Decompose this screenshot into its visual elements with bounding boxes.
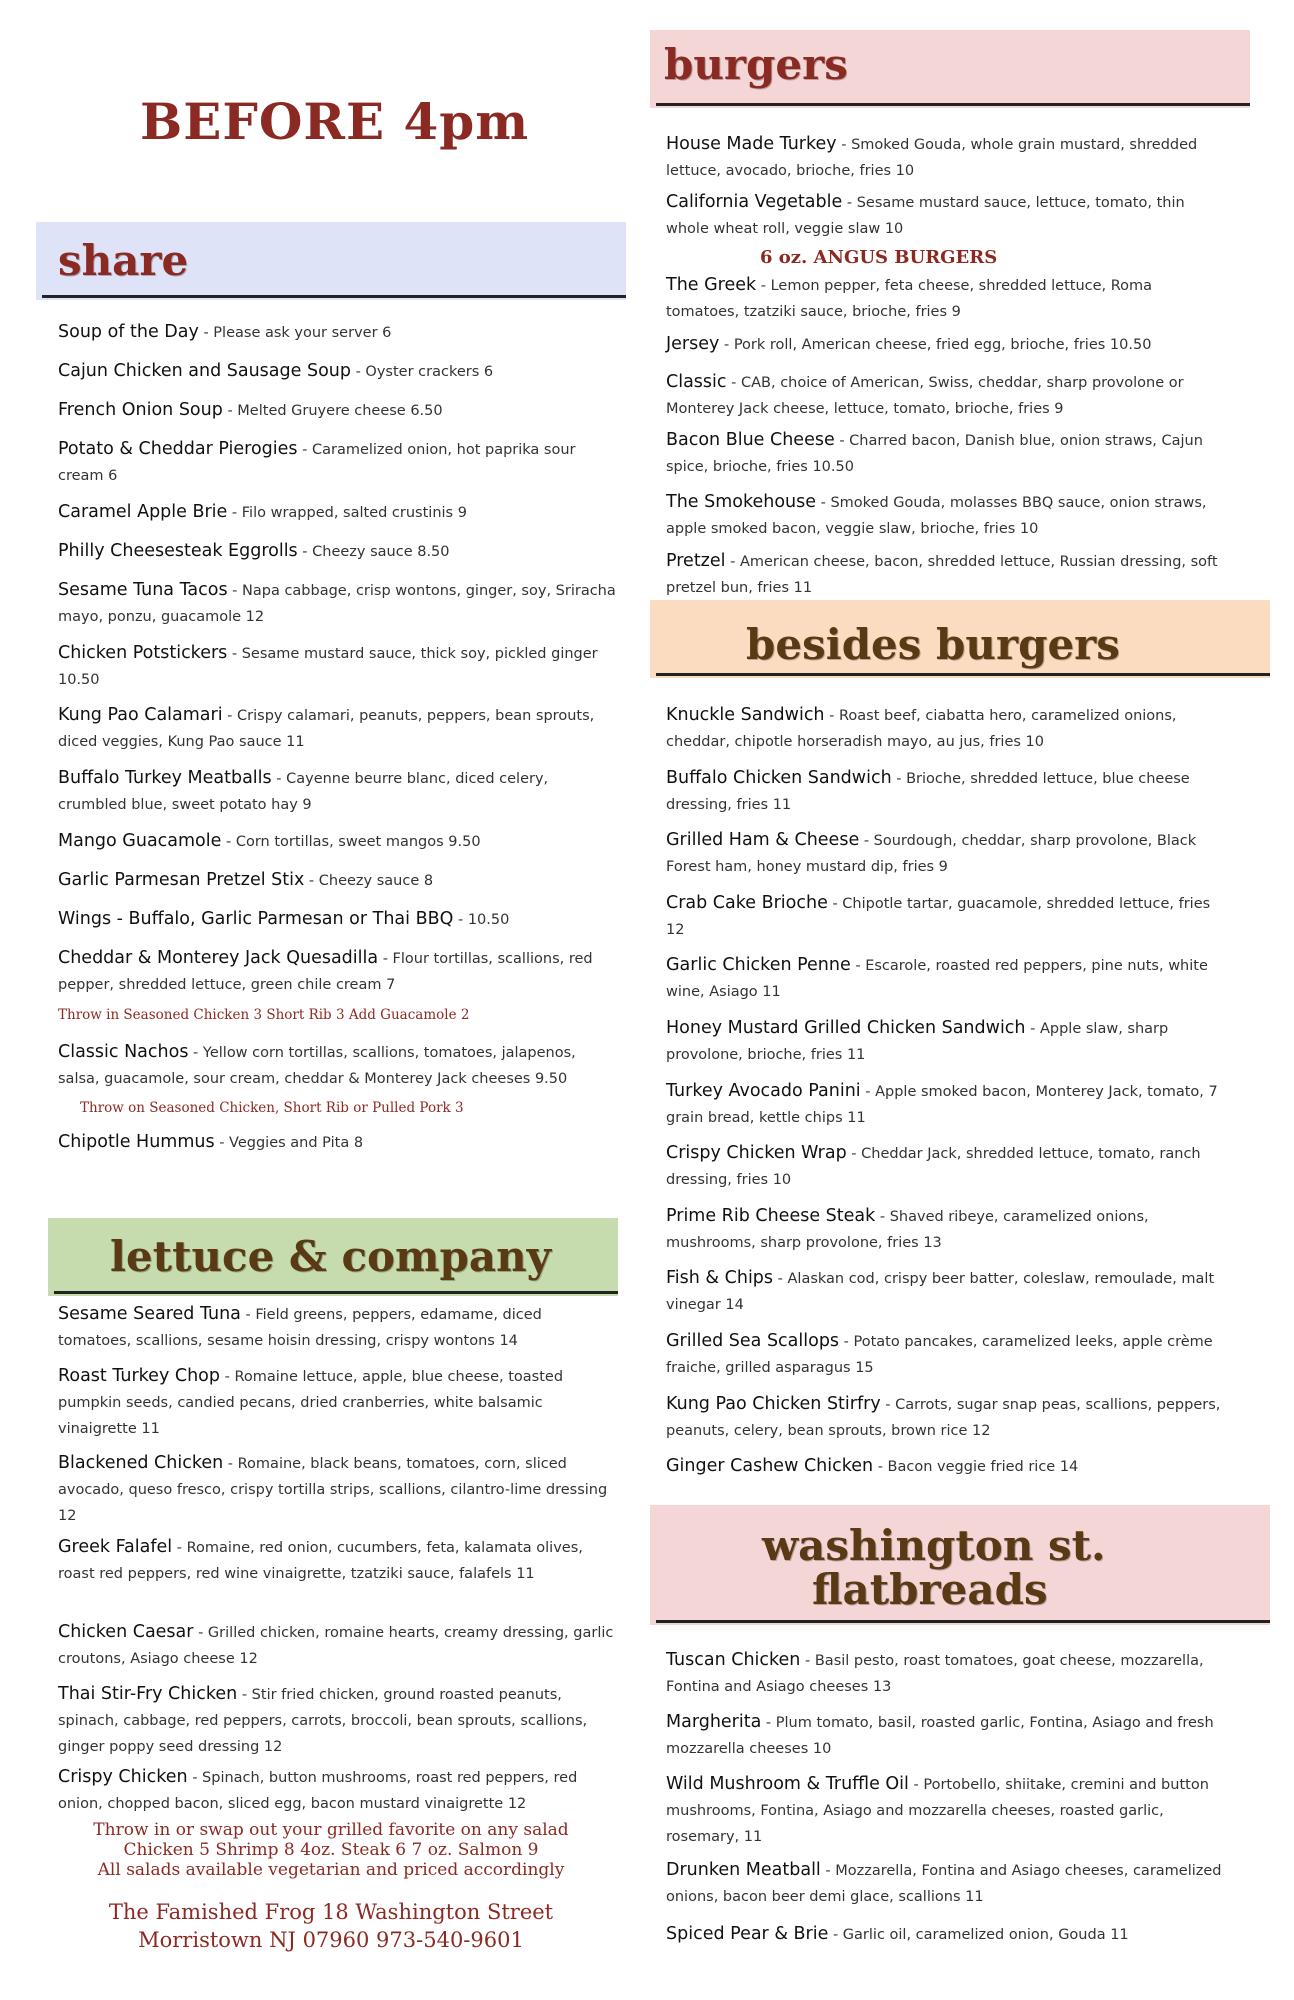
menu-item <box>58 1040 618 1092</box>
menu-item <box>58 578 618 630</box>
menu-item <box>58 1620 618 1672</box>
menu-item <box>58 829 618 855</box>
menu-item-name: Mango Guacamole <box>58 831 222 851</box>
menu-item-name: Classic <box>666 372 727 392</box>
menu-item <box>666 332 1226 358</box>
menu-item-name: The Smokehouse <box>666 492 817 512</box>
menu-item-name: The Greek <box>666 275 757 295</box>
flatbreads-heading-2: flatbreads <box>812 1565 1048 1614</box>
menu-item <box>58 359 618 385</box>
menu-item <box>666 490 1226 542</box>
menu-item <box>666 1710 1226 1762</box>
menu-item-description: - American cheese, bacon, shredded lettuce, Russian dressing, soft pretzel bun, fries 11 <box>666 554 1218 596</box>
menu-item-name: Bacon Blue Cheese <box>666 430 835 450</box>
menu-item-description: - Cheezy sauce 8 <box>304 873 434 889</box>
menu-item <box>666 828 1226 880</box>
menu-item-name: Philly Cheesesteak Eggrolls <box>58 541 298 561</box>
menu-item <box>666 1392 1226 1444</box>
lettuce-heading: lettuce & company <box>110 1232 552 1281</box>
page-title: BEFORE 4pm <box>140 92 530 151</box>
menu-item-name: Grilled Ham & Cheese <box>666 830 860 850</box>
menu-item-description: - Sesame mustard sauce, thick soy, pickled ginger 10.50 <box>58 646 598 688</box>
menu-item-name: Sesame Tuna Tacos <box>58 580 228 600</box>
menu-item-description: - Cheezy sauce 8.50 <box>297 544 450 560</box>
menu-item <box>666 1079 1226 1131</box>
menu-item-description: - Charred bacon, Danish blue, onion straws, Cajun spice, brioche, fries 10.50 <box>666 433 1203 475</box>
menu-item-name: Ginger Cashew Chicken <box>666 1456 874 1476</box>
menu-item-name: Wings - Buffalo, Garlic Parmesan or Thai BBQ <box>58 909 454 929</box>
menu-item-description: - CAB, choice of American, Swiss, cheddar, sharp provolone or Monterey Jack cheese, lettuce, tomato, brioche, fries 9 <box>666 375 1184 417</box>
menu-item <box>666 1648 1226 1700</box>
menu-item-name: Caramel Apple Brie <box>58 502 228 522</box>
menu-item <box>666 1016 1226 1068</box>
menu-item-description: - Shaved ribeye, caramelized onions, mushrooms, sharp provolone, fries 13 <box>666 1209 1149 1251</box>
menu-item-name: Crispy Chicken <box>58 1767 188 1787</box>
menu-item-description: - Veggies and Pita 8 <box>214 1135 364 1151</box>
menu-item <box>666 1772 1226 1850</box>
menu-item <box>58 641 618 693</box>
menu-item <box>58 1765 618 1817</box>
menu-item <box>666 766 1226 818</box>
menu-item <box>58 946 618 998</box>
menu-item-description: - Roast beef, ciabatta hero, caramelized onions, cheddar, chipotle horseradish mayo, au jus, fries 10 <box>666 708 1177 750</box>
menu-item-description: - Sourdough, cheddar, sharp provolone, Black Forest ham, honey mustard dip, fries 9 <box>666 833 1197 875</box>
menu-item <box>58 766 618 818</box>
menu-item-description: - Carrots, sugar snap peas, scallions, peppers, peanuts, celery, bean sprouts, brown rice 12 <box>666 1397 1221 1439</box>
menu-item-description: - Smoked Gouda, whole grain mustard, shredded lettuce, avocado, brioche, fries 10 <box>666 137 1198 179</box>
menu-item-name: Grilled Sea Scallops <box>666 1331 840 1351</box>
menu-item-name: Spiced Pear & Brie <box>666 1924 829 1944</box>
menu-item-description: - Smoked Gouda, molasses BBQ sauce, onion straws, apple smoked bacon, veggie slaw, brioche, fries 10 <box>666 495 1207 537</box>
menu-item-description: - Pork roll, American cheese, fried egg, brioche, fries 10.50 <box>719 337 1152 353</box>
menu-item-description: - Oyster crackers 6 <box>350 364 494 380</box>
menu-item-name: Pretzel <box>666 551 726 571</box>
menu-item <box>666 1141 1226 1193</box>
menu-item-description: - Caramelized onion, hot paprika sour cream 6 <box>58 442 576 484</box>
menu-item-description: - Melted Gruyere cheese 6.50 <box>222 403 443 419</box>
menu-item <box>666 1922 1226 1948</box>
menu-item-description: - Romaine lettuce, apple, blue cheese, toasted pumpkin seeds, candied pecans, dried cranberries, white balsamic vinaigrette 11 <box>58 1369 564 1437</box>
menu-item-description: - Mozzarella, Fontina and Asiago cheeses, caramelized onions, bacon beer demi glace, scallions 11 <box>666 1863 1222 1905</box>
menu-item-name: Garlic Chicken Penne <box>666 955 851 975</box>
menu-item-description: - Stir fried chicken, ground roasted peanuts, spinach, cabbage, red peppers, carrots, broccoli, bean sprouts, scallions, ginger poppy seed dressing 12 <box>58 1687 588 1755</box>
menu-item-name: Margherita <box>666 1712 762 1732</box>
menu-item-name: Crispy Chicken Wrap <box>666 1143 847 1163</box>
menu-item-description: - Grilled chicken, romaine hearts, creamy dressing, garlic croutons, Asiago cheese 12 <box>58 1625 614 1667</box>
menu-item <box>58 398 618 424</box>
share-heading: share <box>58 236 189 285</box>
footer-line-2: Morristown NJ 07960 973-540-9601 <box>138 1928 524 1952</box>
menu-item <box>58 1302 618 1354</box>
salad-note-2: Chicken 5 Shrimp 8 4oz. Steak 6 7 oz. Salmon 9 <box>123 1840 539 1860</box>
menu-item-description: - Flour tortillas, scallions, red pepper, shredded lettuce, green chile cream 7 <box>58 951 593 993</box>
menu-item-name: Chipotle Hummus <box>58 1132 215 1152</box>
menu-item-description: - Romaine, black beans, tomatoes, corn, sliced avocado, queso fresco, crispy tortilla strips, scallions, cilantro-lime dressing 12 <box>58 1456 608 1524</box>
flatbreads-heading-1: washington st. <box>762 1521 1106 1570</box>
menu-item-description: - Napa cabbage, crisp wontons, ginger, soy, Sriracha mayo, ponzu, guacamole 12 <box>58 583 616 625</box>
menu-item <box>58 703 618 755</box>
menu-item-name: California Vegetable <box>666 192 843 212</box>
salad-note-3: All salads available vegetarian and priced accordingly <box>97 1860 565 1880</box>
menu-item <box>666 1204 1226 1256</box>
menu-item-name: Jersey <box>666 334 720 354</box>
menu-item-description: - Apple smoked bacon, Monterey Jack, tomato, 7 grain bread, kettle chips 11 <box>666 1084 1218 1126</box>
menu-item <box>58 1130 618 1156</box>
menu-item-name: Chicken Caesar <box>58 1622 194 1642</box>
menu-item-description: - Romaine, red onion, cucumbers, feta, kalamata olives, roast red peppers, red wine vinaigrette, tzatziki sauce, falafels 11 <box>58 1540 583 1582</box>
menu-item-description: - Basil pesto, roast tomatoes, goat cheese, mozzarella, Fontina and Asiago cheeses 13 <box>666 1653 1204 1695</box>
menu-item <box>58 539 618 565</box>
menu-item-name: Buffalo Chicken Sandwich <box>666 768 892 788</box>
menu-item <box>666 1454 1226 1480</box>
menu-item-description: - Potato pancakes, caramelized leeks, apple crème fraiche, grilled asparagus 15 <box>666 1334 1213 1376</box>
menu-item <box>666 132 1226 184</box>
footer-line-1: The Famished Frog 18 Washington Street <box>108 1900 554 1924</box>
menu-item-name: Tuscan Chicken <box>666 1650 801 1670</box>
menu-item <box>58 1364 618 1442</box>
menu-item-description: - Spinach, button mushrooms, roast red peppers, red onion, chopped bacon, sliced egg, bacon mustard vinaigrette 12 <box>58 1770 578 1812</box>
menu-item-name: Sesame Seared Tuna <box>58 1304 241 1324</box>
menu-item-name: Garlic Parmesan Pretzel Stix <box>58 870 305 890</box>
menu-item-name: Chicken Potstickers <box>58 643 228 663</box>
menu-item-description: - Yellow corn tortillas, scallions, tomatoes, jalapenos, salsa, guacamole, sour cream, cheddar & Monterey Jack cheeses 9.50 <box>58 1045 576 1087</box>
menu-item-description: - Cayenne beurre blanc, diced celery, crumbled blue, sweet potato hay 9 <box>58 771 549 813</box>
menu-item-name: Prime Rib Cheese Steak <box>666 1206 876 1226</box>
menu-item <box>58 437 618 489</box>
menu-item-name: Cajun Chicken and Sausage Soup <box>58 361 351 381</box>
menu-item-description: - Crispy calamari, peanuts, peppers, bean sprouts, diced veggies, Kung Pao sauce 11 <box>58 708 595 750</box>
menu-item-name: Soup of the Day <box>58 322 199 342</box>
menu-item <box>58 907 618 933</box>
menu-item <box>666 190 1226 242</box>
menu-item-description: - Sesame mustard sauce, lettuce, tomato, thin whole wheat roll, veggie slaw 10 <box>666 195 1185 237</box>
menu-item-description: - Garlic oil, caramelized onion, Gouda 11 <box>828 1927 1129 1943</box>
menu-item-description: - Escarole, roasted red peppers, pine nuts, white wine, Asiago 11 <box>666 958 1208 1000</box>
menu-item-name: Roast Turkey Chop <box>58 1366 220 1386</box>
lettuce-banner <box>48 1218 618 1296</box>
burgers-heading: burgers <box>664 40 848 89</box>
menu-item-name: Fish & Chips <box>666 1268 774 1288</box>
flatbreads-banner <box>650 1505 1270 1625</box>
menu-item-description: - Please ask your server 6 <box>198 325 392 341</box>
menu-item-name: Kung Pao Chicken Stirfry <box>666 1394 881 1414</box>
menu-item-name: House Made Turkey <box>666 134 837 154</box>
menu-item-description: - Lemon pepper, feta cheese, shredded lettuce, Roma tomatoes, tzatziki sauce, brioche, fries 9 <box>666 278 1153 320</box>
menu-item-description: - Brioche, shredded lettuce, blue cheese dressing, fries 11 <box>666 771 1190 813</box>
menu-item-description: - Alaskan cod, crispy beer batter, coleslaw, remoulade, malt vinegar 14 <box>666 1271 1215 1313</box>
menu-item <box>58 1451 618 1529</box>
salad-note-1: Throw in or swap out your grilled favorite on any salad <box>93 1820 569 1840</box>
menu-item-name: Thai Stir-Fry Chicken <box>58 1684 238 1704</box>
menu-item <box>666 428 1226 480</box>
menu-item <box>666 1858 1226 1910</box>
menu-item-description: - Filo wrapped, salted crustinis 9 <box>227 505 467 521</box>
menu-item <box>58 1682 618 1760</box>
share-addon-1: Throw in Seasoned Chicken 3 Short Rib 3 Add Guacamole 2 <box>58 1007 470 1023</box>
menu-item-name: Knuckle Sandwich <box>666 705 825 725</box>
menu-item <box>666 1329 1226 1381</box>
menu-item-name: French Onion Soup <box>58 400 223 420</box>
menu-item <box>666 1266 1226 1318</box>
menu-item <box>666 549 1226 601</box>
share-banner <box>36 222 626 300</box>
besides-heading: besides burgers <box>746 620 1120 669</box>
menu-item <box>666 953 1226 1005</box>
menu-item <box>666 891 1226 943</box>
menu-item-description: - Bacon veggie fried rice 14 <box>873 1459 1079 1475</box>
burgers-banner <box>650 30 1250 108</box>
menu-item-name: Cheddar & Monterey Jack Quesadilla <box>58 948 379 968</box>
menu-item-name: Turkey Avocado Panini <box>666 1081 861 1101</box>
menu-item <box>58 500 618 526</box>
menu-item-name: Crab Cake Brioche <box>666 893 828 913</box>
menu-item-description: - Field greens, peppers, edamame, diced tomatoes, scallions, sesame hoisin dressing, crispy wontons 14 <box>58 1307 542 1349</box>
menu-item-name: Wild Mushroom & Truffle Oil <box>666 1774 909 1794</box>
besides-banner <box>650 600 1270 678</box>
menu-item-name: Honey Mustard Grilled Chicken Sandwich <box>666 1018 1026 1038</box>
menu-item-name: Potato & Cheddar Pierogies <box>58 439 298 459</box>
menu-item <box>666 273 1226 325</box>
menu-item-description: - Corn tortillas, sweet mangos 9.50 <box>221 834 481 850</box>
menu-item <box>666 703 1226 755</box>
menu-item-name: Kung Pao Calamari <box>58 705 223 725</box>
angus-subheading: 6 oz. ANGUS BURGERS <box>760 247 998 268</box>
menu-item-name: Blackened Chicken <box>58 1453 224 1473</box>
menu-item-name: Buffalo Turkey Meatballs <box>58 768 272 788</box>
menu-item-name: Greek Falafel <box>58 1537 173 1557</box>
menu-item-description: - Plum tomato, basil, roasted garlic, Fontina, Asiago and fresh mozzarella cheeses 10 <box>666 1715 1214 1757</box>
menu-item-description: - Apple slaw, sharp provolone, brioche, fries 11 <box>666 1021 1169 1063</box>
menu-item-description: - Portobello, shiitake, cremini and button mushrooms, Fontina, Asiago and mozzarella cheeses, roasted garlic, rosemary, 11 <box>666 1777 1209 1845</box>
menu-item-name: Drunken Meatball <box>666 1860 821 1880</box>
menu-item-name: Classic Nachos <box>58 1042 189 1062</box>
menu-item-description: - 10.50 <box>453 912 510 928</box>
menu-item-description: - Chipotle tartar, guacamole, shredded lettuce, fries 12 <box>666 896 1211 938</box>
menu-item <box>58 1535 618 1587</box>
menu-item <box>58 868 618 894</box>
menu-item <box>58 320 618 346</box>
menu-item-description: - Cheddar Jack, shredded lettuce, tomato, ranch dressing, fries 10 <box>666 1146 1201 1188</box>
share-addon-2: Throw on Seasoned Chicken, Short Rib or Pulled Pork 3 <box>80 1100 464 1116</box>
menu-item <box>666 370 1226 422</box>
